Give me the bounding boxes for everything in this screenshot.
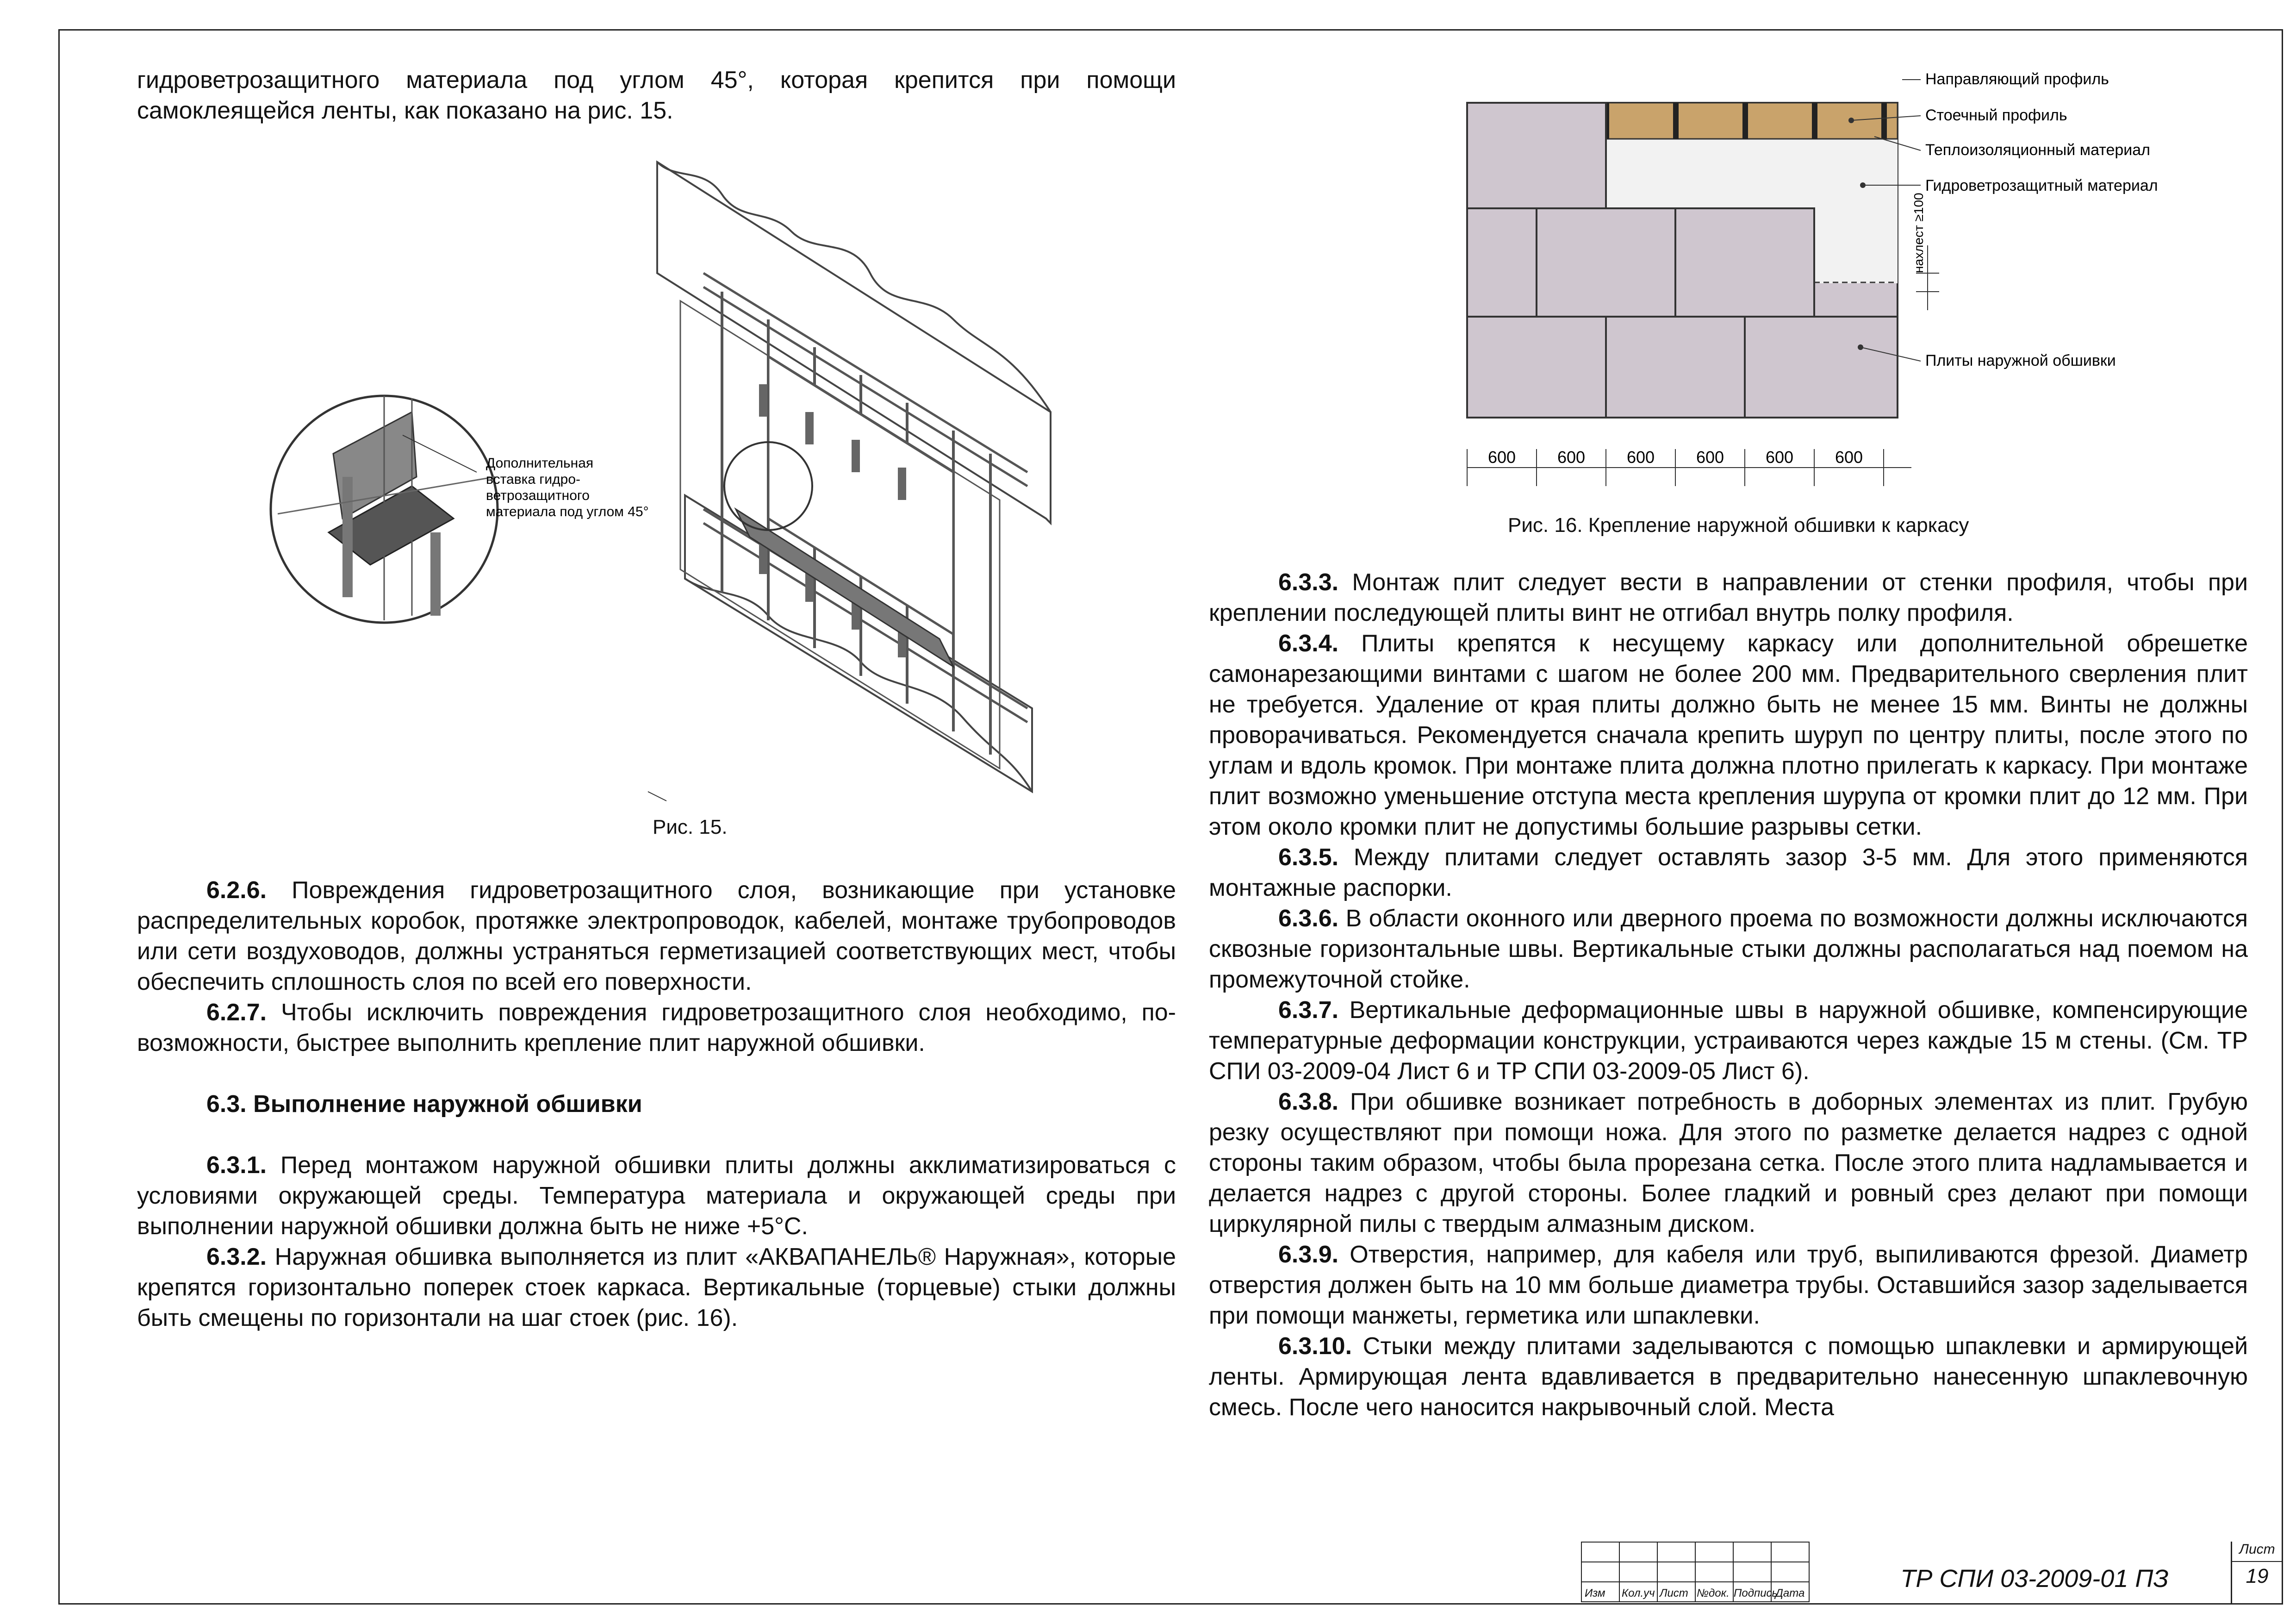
label-insulation: Теплоизоляционный материал <box>1925 141 2151 159</box>
callout-line-1: Дополнительная <box>486 456 594 471</box>
sheet-label: Лист <box>2232 1542 2282 1562</box>
fig15-caption: Рис. 15. <box>653 816 728 838</box>
para-636: 6.3.6. В области оконного или дверного проема по возможности должны исключаются сквозные горизонтальные швы. Вертикальные стыки должны располагаться над поемом на промежуточной стойке. <box>1209 905 2248 993</box>
para-6310: 6.3.10. Стыки между плитами заделываются с помощью шпаклевки и армирующей ленты. Армирующая лента вдавливается в предварительно нанесенную шпаклевочную смесь. После чего наносится накрывочный слой. Места <box>1209 1333 2248 1421</box>
fig16-caption: Рис. 16. Крепление наружной обшивки к каркасу <box>1508 514 1969 537</box>
stamp-col-podpis: Подпись <box>1734 1587 1778 1599</box>
label-panels: Плиты наружной обшивки <box>1925 352 2116 369</box>
label-membrane: Гидроветрозащитный материал <box>1925 177 2158 194</box>
left-intro-text <box>137 65 1176 126</box>
para-635: 6.3.5. Между плитами следует оставлять зазор 3-5 мм. Для этого применяются монтажные распорки. <box>1209 844 2248 901</box>
stamp-col-koluch: Кол.уч <box>1622 1587 1655 1599</box>
section-heading-63: 6.3. Выполнение наружной обшивки <box>206 1091 642 1118</box>
stamp-col-data: Дата <box>1775 1587 1805 1599</box>
sheet-number: 19 <box>2246 1565 2269 1587</box>
left-body <box>137 875 1176 1333</box>
label-stud-profile: Стоечный профиль <box>1925 106 2067 124</box>
sheet-box <box>2231 1542 2282 1605</box>
dim-2: 600 <box>1557 448 1586 467</box>
dim-4: 600 <box>1696 448 1724 467</box>
callout-line-4: материала под углом 45° <box>486 504 649 519</box>
para-634: 6.3.4. Плиты крепятся к несущему каркасу или дополнительной обрешетке самонарезающими винтами с шагом не более 200 мм. Предварительного сверления плит не требуется. Удаление от края плиты должно быть не менее 15 мм. Винты не должны проворачиваться. Рекомендуется сначала крепить шуруп по центру плиты, после этого по углам и вдоль кромок. При монтаже плита должна плотно прилегать к каркасу. При монтаже плит возможно уменьшение отступа места крепления шурупа от кромки плит до 12 мм. При этом около кромки плит не допустимы большие разрывы сетки. <box>1209 630 2248 840</box>
intro-paragraph: гидроветрозащитного материала под углом 45°, которая крепится при помощи самоклеящейся ленты, как показано на рис. 15. <box>137 67 1176 124</box>
para-639: 6.3.9. Отверстия, например, для кабеля или труб, выпиливаются фрезой. Диаметр отверстия должен быть на 10 мм больше диаметра трубы. Оставшийся зазор заделывается при помощи манжеты, герметика или шпаклевки. <box>1209 1241 2248 1329</box>
label-guide-profile: Направляющий профиль <box>1925 70 2109 88</box>
stamp-col-ndok: №док. <box>1697 1587 1730 1599</box>
callout-line-2: вставка гидро- <box>486 472 580 487</box>
stamp-col-izm: Изм <box>1585 1587 1605 1599</box>
dim-6: 600 <box>1835 448 1863 467</box>
stamp-col-list: Лист <box>1660 1587 1688 1599</box>
dim-5: 600 <box>1766 448 1794 467</box>
para-626: 6.2.6. Повреждения гидроветрозащитного слоя, возникающие при установке распределительных коробок, протяжке электропроводок, кабелей, монтаже трубопроводов или сети воздуховодов, должны устраняться герметизацией соответствующих мест, чтобы обеспечить сплошность слоя по всей его поверхности. <box>137 877 1176 995</box>
overlap-label: нахлест ≥100 <box>1911 193 1926 273</box>
figure-15 <box>259 153 1092 819</box>
figure-16 <box>1449 69 2291 514</box>
para-631: 6.3.1. Перед монтажом наружной обшивки плиты должны акклиматизироваться с условиями окружающей среды. Температура материала и окружающей среды при выполнении наружной обшивки должна быть не ниже +5°С. <box>137 1152 1176 1240</box>
dim-3: 600 <box>1627 448 1655 467</box>
document-code: ТР СПИ 03-2009-01 ПЗ <box>1900 1565 2169 1593</box>
para-637: 6.3.7. Вертикальные деформационные швы в наружной обшивке, компенсирующие температурные деформации конструкции, устраиваются через каждые 15 м стены. (См. ТР СПИ 03-2009-04 Лист 6 и ТР СПИ 03-2009-05 Лист 6). <box>1209 997 2248 1085</box>
title-block <box>1581 1542 2282 1605</box>
para-638: 6.3.8. При обшивке возникает потребность в доборных элементах из плит. Грубую резку осуществляют при помощи ножа. Для этого по разметке делается надрез с одной стороны таким образом, чтобы была прорезана сетка. После этого плита надламывается и делается надрез с другой стороны. Более гладкий и ровный срез делают при помощи циркулярной пилы с твердым алмазным диском. <box>1209 1088 2248 1237</box>
right-body <box>1209 567 2248 1423</box>
para-632: 6.3.2. Наружная обшивка выполняется из плит «АКВАПАНЕЛЬ® Наружная», которые крепятся горизонтально поперек стоек каркаса. Вертикальные (торцевые) стыки должны быть смещены по горизонтали на шаг стоек (рис. 16). <box>137 1243 1176 1331</box>
para-627: 6.2.7. Чтобы исключить повреждения гидроветрозащитного слоя необходимо, по-возможности, быстрее выполнить крепление плит наружной обшивки. <box>137 999 1176 1056</box>
callout-line-3: ветрозащитного <box>486 488 590 503</box>
dim-1: 600 <box>1488 448 1516 467</box>
para-633: 6.3.3. Монтаж плит следует вести в направлении от стенки профиля, чтобы при креплении последующей плиты винт не отгибал внутрь полку профиля. <box>1209 569 2248 626</box>
